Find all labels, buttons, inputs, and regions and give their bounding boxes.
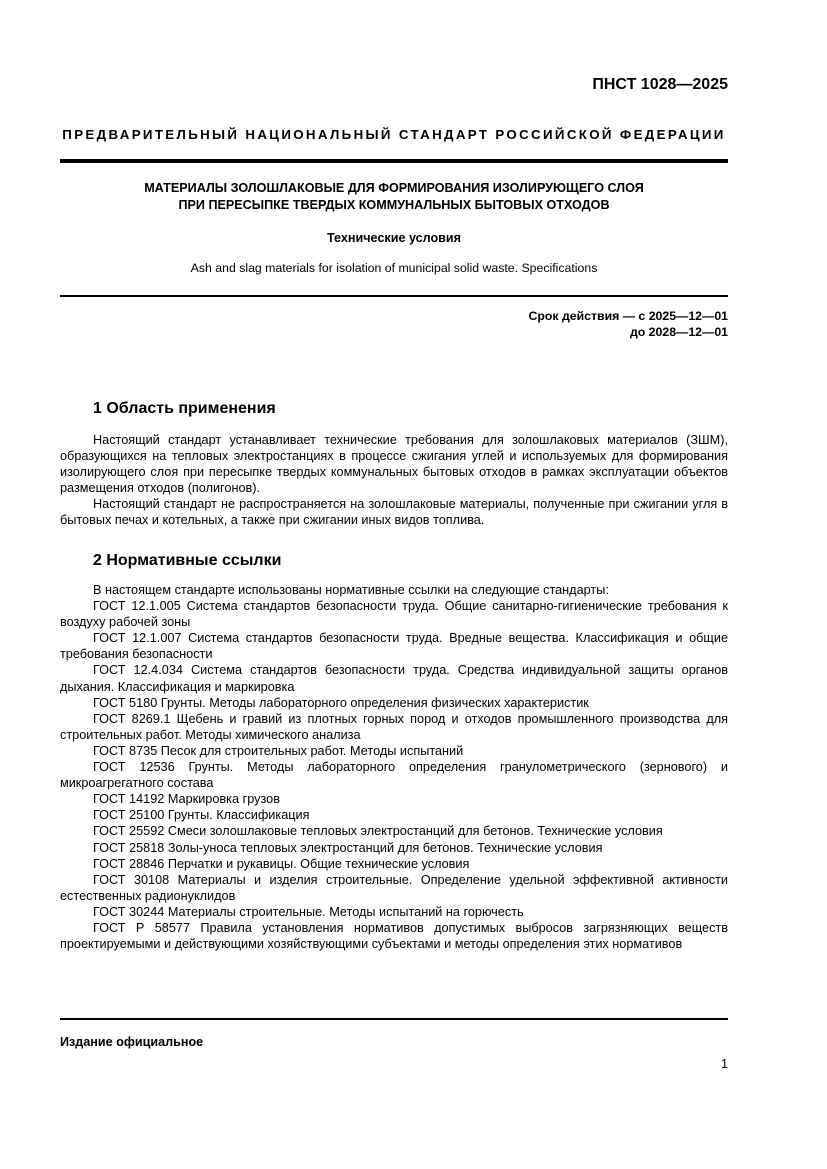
validity-period xyxy=(528,308,728,340)
footer-divider xyxy=(60,1018,728,1020)
section-1-paragraph: Настоящий стандарт не распространяется на золошлаковые материалы, полученные при сжигании угля в бытовых печах и котельных, а также при сжигании иных видов топлива. xyxy=(60,497,728,528)
reference-item: ГОСТ 12.4.034 Система стандартов безопасности труда. Средства индивидуальной защиты органов дыхания. Классификация и маркировка xyxy=(60,663,728,694)
reference-item: ГОСТ 25592 Смеси золошлаковые тепловых электростанций для бетонов. Технические условия xyxy=(93,824,663,839)
english-title: Ash and slag materials for isolation of municipal solid waste. Specifications xyxy=(190,261,598,275)
reference-item: ГОСТ 30244 Материалы строительные. Методы испытаний на горючесть xyxy=(93,904,524,919)
reference-item: ГОСТ 25100 Грунты. Классификация xyxy=(93,808,310,823)
reference-item: ГОСТ Р 58577 Правила установления нормативов допустимых выбросов загрязняющих веществ проектируемыми и действующими хозяйствующими субъектами и методы определения этих нормативов xyxy=(60,920,728,952)
title-divider xyxy=(60,295,728,297)
header-divider xyxy=(60,159,728,163)
reference-item: ГОСТ 8735 Песок для строительных работ. Методы испытаний xyxy=(93,743,464,758)
document-title-line-2: ПРИ ПЕРЕСЫПКЕ ТВЕРДЫХ КОММУНАЛЬНЫХ БЫТОВЫХ ОТХОДОВ xyxy=(178,198,610,212)
validity-end: до 2028—12—01 xyxy=(629,325,728,339)
reference-item: ГОСТ 28846 Перчатки и рукавицы. Общие технические условия xyxy=(93,856,470,871)
reference-item: ГОСТ 12.1.007 Система стандартов безопасности труда. Вредные вещества. Классификация и общие требования безопасности xyxy=(60,631,728,662)
reference-item: ГОСТ 12536 Грунты. Методы лабораторного определения гранулометрического (зернового) и микроагрегатного состава xyxy=(60,760,728,791)
section-1-paragraph: Настоящий стандарт устанавливает технические требования для золошлаковых материалов (ЗШМ), образующихся на тепловых электростанциях в процессе сжигания углей и используемых для формирования изолирующего слоя при пересыпке твердых коммунальных бытовых отходов в рамках эксплуатации объектов размещения отходов (полигонов). xyxy=(60,433,728,496)
section-1-heading: 1 Область применения xyxy=(93,400,276,417)
page-number: 1 xyxy=(720,1057,728,1071)
validity-start: Срок действия — с 2025—12—01 xyxy=(528,309,728,323)
reference-item: ГОСТ 30108 Материалы и изделия строительные. Определение удельной эффективной активности естественных радионуклидов xyxy=(60,872,728,903)
document-title-line-1: МАТЕРИАЛЫ ЗОЛОШЛАКОВЫЕ ДЛЯ ФОРМИРОВАНИЯ ИЗОЛИРУЮЩЕГО СЛОЯ xyxy=(144,181,644,195)
document-title xyxy=(60,180,728,214)
section-2-intro: В настоящем стандарте использованы нормативные ссылки на следующие стандарты: xyxy=(93,583,609,597)
document-designation: ПНСТ 1028—2025 xyxy=(592,76,728,93)
section-2-body xyxy=(60,582,728,952)
section-2-heading: 2 Нормативные ссылки xyxy=(93,552,282,569)
reference-item: ГОСТ 5180 Грунты. Методы лабораторного определения физических характеристик xyxy=(93,695,589,710)
document-subtitle: Технические условия xyxy=(326,231,461,245)
section-1-body xyxy=(60,432,728,529)
official-edition-label: Издание официальное xyxy=(60,1035,204,1049)
standard-type-title: ПРЕДВАРИТЕЛЬНЫЙ НАЦИОНАЛЬНЫЙ СТАНДАРТ РОССИЙСКОЙ ФЕДЕРАЦИИ xyxy=(62,127,726,142)
reference-item: ГОСТ 14192 Маркировка грузов xyxy=(93,792,280,807)
reference-item: ГОСТ 12.1.005 Система стандартов безопасности труда. Общие санитарно-гигиенические требования к воздуху рабочей зоны xyxy=(60,599,728,630)
reference-item: ГОСТ 8269.1 Щебень и гравий из плотных горных пород и отходов промышленного производства для строительных работ. Методы химического анализа xyxy=(60,711,728,742)
reference-item: ГОСТ 25818 Золы-уноса тепловых электростанций для бетонов. Технические условия xyxy=(93,840,603,855)
